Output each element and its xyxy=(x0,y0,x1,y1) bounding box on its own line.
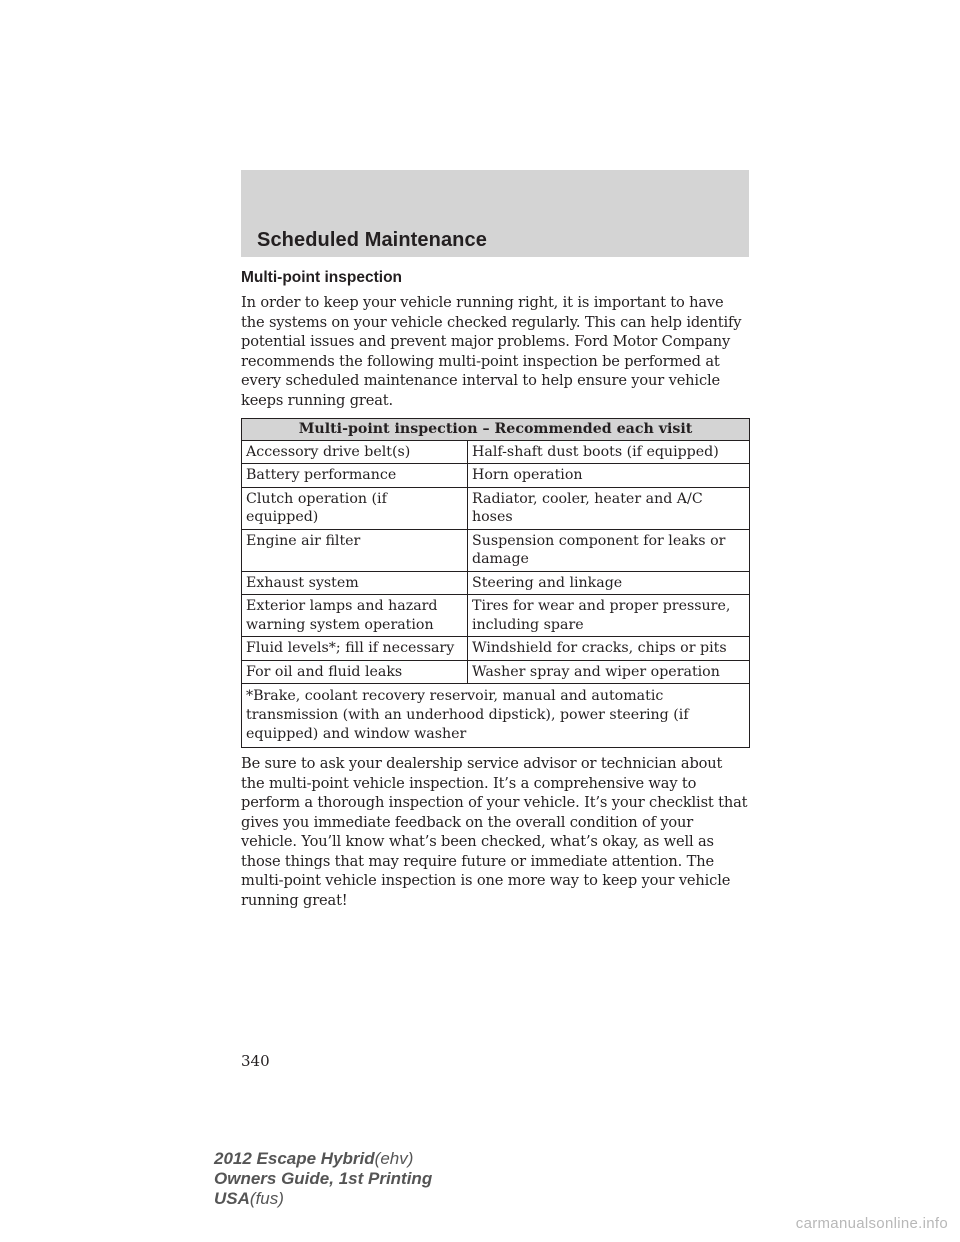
footer-guide: Owners Guide, 1st Printing xyxy=(214,1169,433,1188)
footer-market: USA xyxy=(214,1189,250,1208)
inspection-table xyxy=(241,418,750,748)
table-cell: For oil and fluid leaks xyxy=(242,660,468,684)
print-footer xyxy=(214,1149,432,1209)
chapter-title: Scheduled Maintenance xyxy=(257,229,487,251)
table-cell: Washer spray and wiper operation xyxy=(468,660,750,684)
table-cell: Fluid levels*; fill if necessary xyxy=(242,637,468,661)
footer-market-line xyxy=(214,1189,432,1209)
closing-paragraph: Be sure to ask your dealership service advisor or technician about the multi-point vehicle inspection. It’s a comprehensive way to perform a thorough inspection of your vehicle. It’s your checklist that gives you immediate feedback on the overall condition of your vehicle. You’ll know what’s been checked, what’s okay, as well as those things that may require future or immediate attention. The multi-point vehicle inspection is one more way to keep your vehicle running great! xyxy=(241,755,748,909)
table-cell: Exterior lamps and hazard warning system operation xyxy=(242,595,468,637)
intro-paragraph: In order to keep your vehicle running right, it is important to have the systems on your vehicle checked regularly. This can help identify potential issues and prevent major problems. Ford Motor Company recommends the following multi-point inspection be performed at every scheduled maintenance interval to help ensure your vehicle keeps running great. xyxy=(241,294,742,409)
table-cell: Battery performance xyxy=(242,464,468,488)
table-cell: Clutch operation (if equipped) xyxy=(242,487,468,529)
table-row xyxy=(242,637,750,661)
table-cell: Windshield for cracks, chips or pits xyxy=(468,637,750,661)
table-cell: Horn operation xyxy=(468,464,750,488)
table-footnote-row xyxy=(242,684,750,748)
footer-model-line xyxy=(214,1149,432,1169)
section-header-band xyxy=(241,170,749,257)
table-row xyxy=(242,529,750,571)
table-cell: Radiator, cooler, heater and A/C hoses xyxy=(468,487,750,529)
page-content xyxy=(241,266,749,910)
table-title: Multi-point inspection – Recommended each visit xyxy=(242,419,750,441)
table-row xyxy=(242,464,750,488)
watermark: carmanualsonline.info xyxy=(795,1215,948,1232)
table-row xyxy=(242,660,750,684)
table-row xyxy=(242,595,750,637)
table-cell: Steering and linkage xyxy=(468,571,750,595)
table-cell: Suspension component for leaks or damage xyxy=(468,529,750,571)
table-cell: Tires for wear and proper pressure, including spare xyxy=(468,595,750,637)
table-cell: Engine air filter xyxy=(242,529,468,571)
footer-market-code: (fus) xyxy=(249,1189,284,1208)
section-heading: Multi-point inspection xyxy=(241,269,403,286)
table-row xyxy=(242,440,750,464)
page-number: 340 xyxy=(241,1052,270,1070)
footer-model-code: (ehv) xyxy=(374,1149,414,1168)
table-footnote: *Brake, coolant recovery reservoir, manual and automatic transmission (with an underhood dipstick), power steering (if equipped) and window washer xyxy=(242,684,750,748)
table-row xyxy=(242,487,750,529)
table-cell: Half-shaft dust boots (if equipped) xyxy=(468,440,750,464)
table-row xyxy=(242,571,750,595)
table-cell: Accessory drive belt(s) xyxy=(242,440,468,464)
table-cell: Exhaust system xyxy=(242,571,468,595)
table-header-row xyxy=(242,419,750,441)
footer-model: 2012 Escape Hybrid xyxy=(214,1149,375,1168)
